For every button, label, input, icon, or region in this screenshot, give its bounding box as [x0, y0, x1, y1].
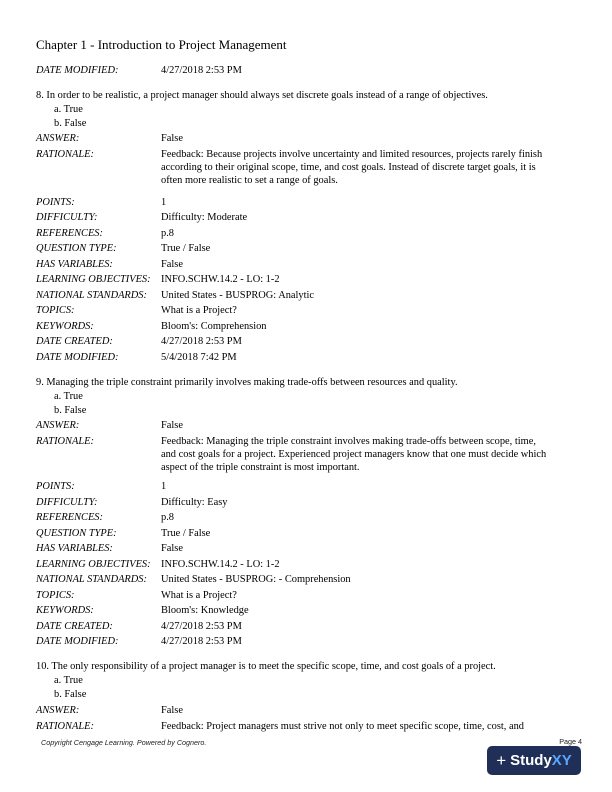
chapter-title: Chapter 1 - Introduction to Project Management [36, 37, 287, 52]
rationale-text: Feedback: Because projects involve uncertainty and limited resources, projects rarely finish according to their original scope, time, and cost goals. Instead of discrete target goals, it is often more realistic to set a range of goals. [161, 149, 543, 186]
field-label: HAS VARIABLES: [36, 543, 113, 554]
field-label: DIFFICULTY: [36, 497, 98, 508]
field-label: RATIONALE: [36, 721, 94, 732]
field-label: DATE CREATED: [36, 336, 113, 347]
field-value: United States - BUSPROG: - Comprehension [161, 574, 351, 585]
question-10-option-a: a. True [54, 675, 83, 686]
field-value: False [161, 543, 183, 554]
question-9-option-b: b. False [54, 405, 87, 416]
field-label: RATIONALE: [36, 149, 94, 160]
studyxy-logo [487, 746, 581, 775]
question-10-option-b: b. False [54, 689, 87, 700]
field-label: KEYWORDS: [36, 321, 94, 332]
field-label: ANSWER: [36, 420, 80, 431]
field-value: 1 [161, 197, 167, 208]
question-8-text: 8. In order to be realistic, a project manager should always set discrete goals instead of a range of objectives. [36, 90, 488, 101]
field-label: DATE MODIFIED: [36, 636, 119, 647]
field-label: NATIONAL STANDARDS: [36, 290, 147, 301]
field-value: Bloom's: Comprehension [161, 321, 267, 332]
field-value: 4/27/2018 2:53 PM [161, 336, 242, 347]
field-label: REFERENCES: [36, 512, 103, 523]
field-value: INFO.SCHW.14.2 - LO: 1-2 [161, 559, 280, 570]
logo-text-accent: XY [551, 752, 572, 769]
field-value: Difficulty: Easy [161, 497, 228, 508]
field-label: ANSWER: [36, 133, 80, 144]
field-label: DIFFICULTY: [36, 212, 98, 223]
field-value: 5/4/2018 7:42 PM [161, 352, 237, 363]
field-label: NATIONAL STANDARDS: [36, 574, 147, 585]
field-label: HAS VARIABLES: [36, 259, 113, 270]
field-label: POINTS: [36, 481, 75, 492]
field-value: False [161, 133, 183, 144]
field-label: TOPICS: [36, 305, 75, 316]
field-value: 1 [161, 481, 167, 492]
field-label: RATIONALE: [36, 436, 94, 447]
question-9-option-a: a. True [54, 391, 83, 402]
page-number: Page 4 [559, 737, 582, 746]
field-value: p.8 [161, 512, 174, 523]
field-value: Bloom's: Knowledge [161, 605, 249, 616]
field-label: QUESTION TYPE: [36, 528, 117, 539]
field-value: p.8 [161, 228, 174, 239]
field-value: True / False [161, 528, 211, 539]
question-8-option-b: b. False [54, 118, 87, 129]
field-value: Difficulty: Moderate [161, 212, 248, 223]
field-value: False [161, 420, 183, 431]
logo-text-main: Study [510, 752, 552, 769]
field-value: What is a Project? [161, 305, 237, 316]
field-value: True / False [161, 243, 211, 254]
field-label: ANSWER: [36, 705, 80, 716]
question-9-text: 9. Managing the triple constraint primarily involves making trade-offs between resources and quality. [36, 377, 458, 388]
rationale-text: Feedback: Project managers must strive not only to meet specific scope, time, cost, and [161, 721, 524, 732]
field-label: TOPICS: [36, 590, 75, 601]
question-10-text: 10. The only responsibility of a project manager is to meet the specific scope, time, and cost goals of a project. [36, 661, 496, 672]
field-label: DATE MODIFIED: [36, 352, 119, 363]
field-value: False [161, 705, 183, 716]
field-label: KEYWORDS: [36, 605, 94, 616]
field-label: DATE MODIFIED: [36, 65, 119, 76]
field-label: LEARNING OBJECTIVES: [36, 274, 151, 285]
field-value: False [161, 259, 183, 270]
plus-icon: + [496, 750, 507, 770]
field-value: INFO.SCHW.14.2 - LO: 1-2 [161, 274, 280, 285]
field-label: QUESTION TYPE: [36, 243, 117, 254]
field-value: 4/27/2018 2:53 PM [161, 65, 242, 76]
field-label: DATE CREATED: [36, 621, 113, 632]
field-label: REFERENCES: [36, 228, 103, 239]
footer-copyright: Copyright Cengage Learning. Powered by Cognero. [41, 738, 207, 747]
field-value: United States - BUSPROG: Analytic [161, 290, 314, 301]
field-value: 4/27/2018 2:53 PM [161, 636, 242, 647]
field-label: LEARNING OBJECTIVES: [36, 559, 151, 570]
rationale-text: Feedback: Managing the triple constraint involves making trade-offs between scope, time, and cost goals for a project. Experienced project managers know that one must decide which aspect of the triple constraint is most important. [161, 436, 547, 473]
field-value: What is a Project? [161, 590, 237, 601]
field-label: POINTS: [36, 197, 75, 208]
question-8-option-a: a. True [54, 104, 83, 115]
field-value: 4/27/2018 2:53 PM [161, 621, 242, 632]
